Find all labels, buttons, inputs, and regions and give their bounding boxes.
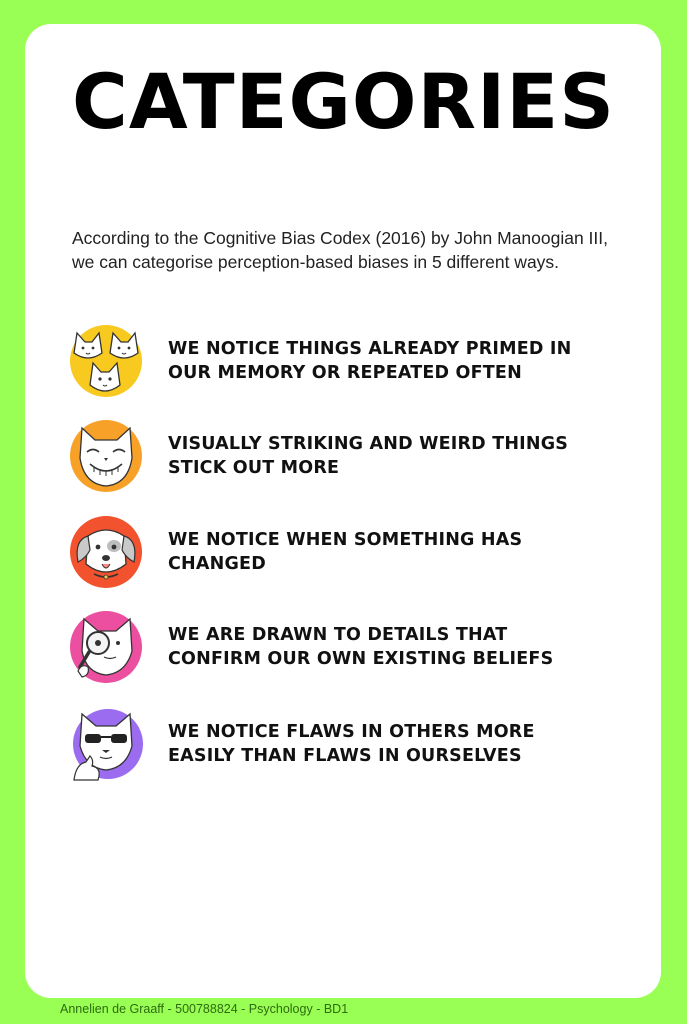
category-label: WE NOTICE WHEN SOMETHING HAS CHANGED: [168, 530, 523, 574]
three-cats-icon: [68, 323, 144, 399]
content-card: [25, 24, 661, 998]
category-item-change: [68, 514, 608, 590]
category-label: VISUALLY STRIKING AND WEIRD THINGS STICK OUT MORE: [168, 434, 569, 478]
category-item-primed-memory: [68, 323, 608, 399]
footer-credit: Annelien de Graaff - 500788824 - Psychology - BD1: [60, 1002, 349, 1016]
category-item-striking-things: [68, 418, 608, 494]
page-title: CATEGORIES: [72, 57, 615, 146]
sunglasses-cat-icon: [68, 706, 144, 782]
intro-paragraph: According to the Cognitive Bias Codex (2016) by John Manoogian III, we can categorise perception-based biases in 5 different ways.: [72, 228, 609, 272]
grinning-cat-icon: [68, 418, 144, 494]
category-label: WE ARE DRAWN TO DETAILS THAT CONFIRM OUR OWN EXISTING BELIEFS: [168, 625, 554, 669]
category-item-confirm-beliefs: [68, 609, 608, 685]
category-label: WE NOTICE THINGS ALREADY PRIMED IN OUR MEMORY OR REPEATED OFTEN: [168, 339, 572, 383]
category-item-flaws-in-others: [68, 706, 608, 782]
magnifier-cat-icon: [68, 609, 144, 685]
category-label: WE NOTICE FLAWS IN OTHERS MORE EASILY THAN FLAWS IN OURSELVES: [168, 722, 535, 766]
dog-icon: [68, 514, 144, 590]
